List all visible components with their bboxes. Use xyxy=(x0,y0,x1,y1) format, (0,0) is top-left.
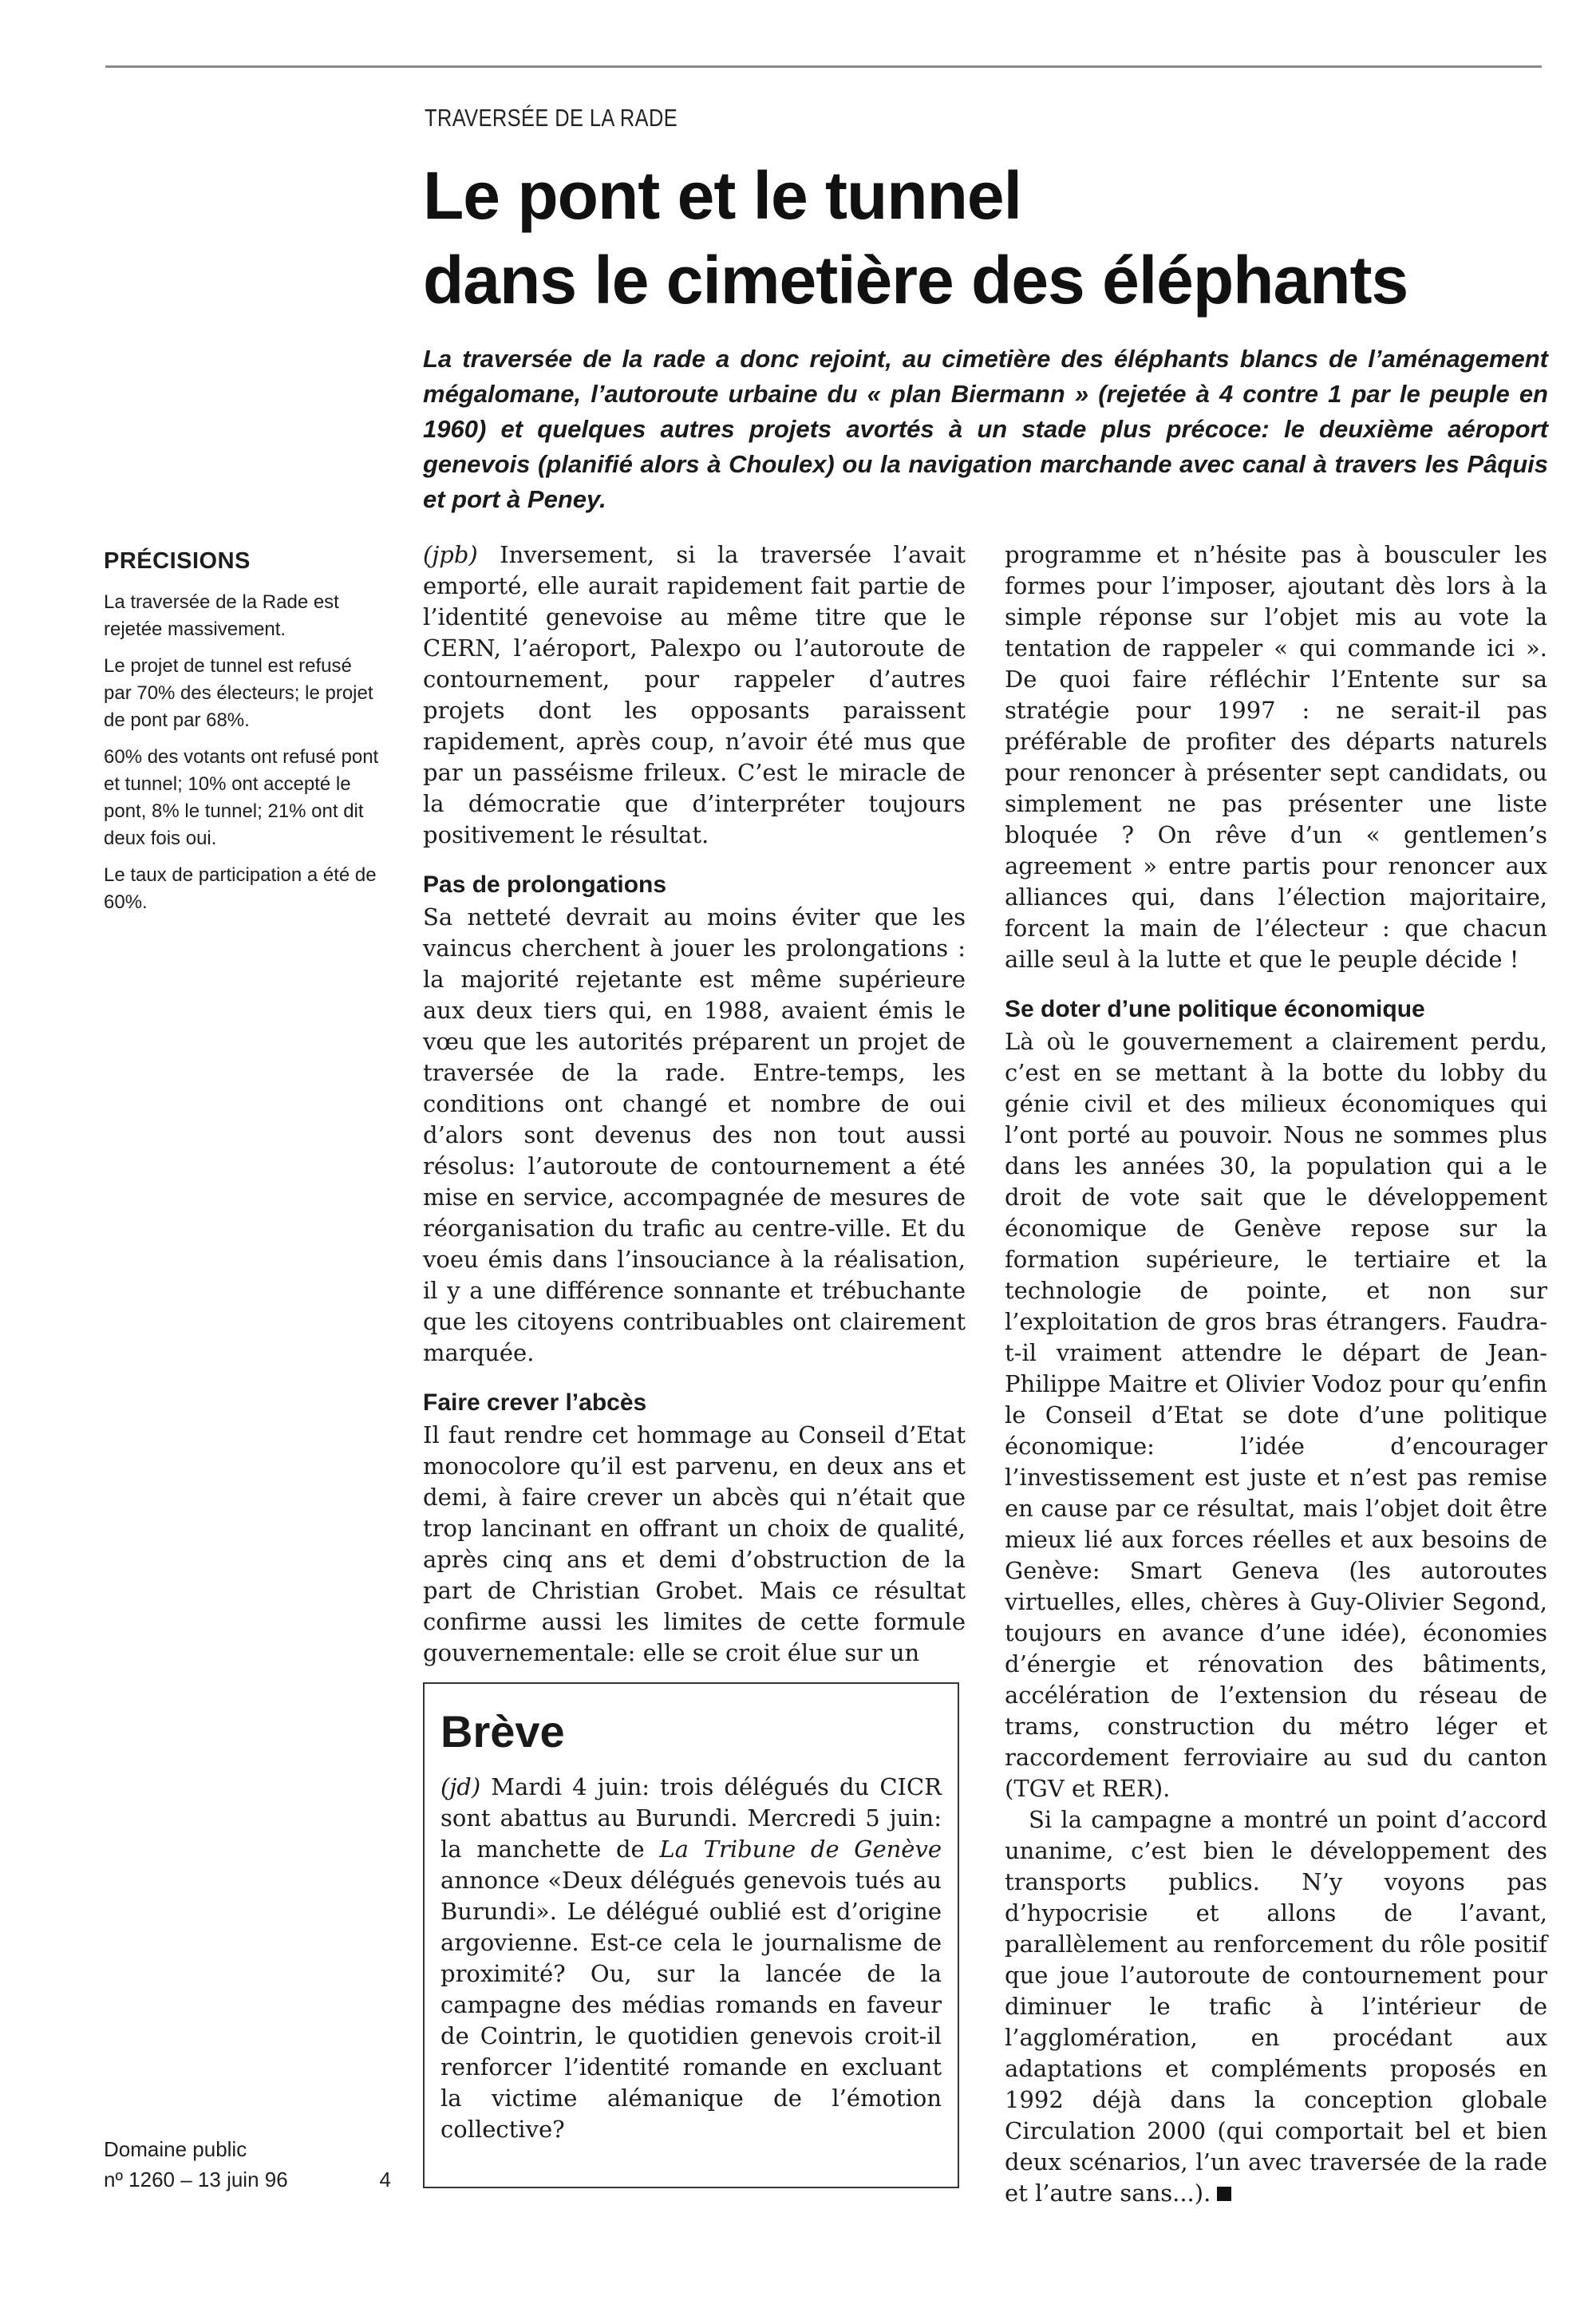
sidebar-item: Le taux de participation a été de 60%. xyxy=(104,864,377,913)
article-intro xyxy=(423,539,966,851)
page-footer xyxy=(104,2134,391,2195)
sidebar-heading: PRÉCISIONS xyxy=(104,548,251,574)
section-heading: Se doter d’une politique économique xyxy=(1005,996,1425,1022)
breve-text-part: annonce «Deux délégués genevois tués au Burundi». Le délégué oublié est d’origine argovienne. Est-ce cela le journalisme de proximité? Ou, sur la lancée de la campagne des médias romands en faveur de Cointrin, le quotidien genevois croit-il renforcer l’identité romande en excluant la victime alémanique de l’émotion collective? xyxy=(440,1867,942,2143)
article-lead: La traversée de la rade a donc rejoint, au cimetière des éléphants blancs de l’aménagement mégalomane, l’autoroute urbaine du « plan Biermann » (rejetée à 4 contre 1 par le peuple en 1960) et quelques autres projets avortés à un stade plus précoce: le deuxième aéroport genevois (planifié alors à Choulex) ou la navigation marchande avec canal à travers les Pâquis et port à Peney. xyxy=(423,345,1548,513)
article-column-1 xyxy=(423,539,966,1669)
breve-text-part: Mardi 4 juin: trois délégués du CICR sont abattus au Burundi. Mercredi 5 juin: la manchette de xyxy=(440,1773,942,1863)
title-line-1: Le pont et le tunnel xyxy=(423,158,1021,233)
end-mark-icon xyxy=(1217,2187,1231,2201)
breve-heading: Brève xyxy=(440,1706,565,1757)
issue-info: nº 1260 – 13 juin 96 xyxy=(104,2168,288,2191)
top-rule xyxy=(105,65,1542,68)
closing-text: Si la campagne a montré un point d’accord unanime, c’est bien le développement des transports publics. N’y voyons pas d’hypocrisie et allons de l’avant, parallèlement au renforcement du rôle positif que joue l’autoroute de contournement pour diminuer le trafic à l’intérieur de l’agglomération, en procédant aux adaptations et compléments proposés en 1992 déjà dans la conception globale Circulation 2000 (qui comportait bel et bien deux scénarios, l’un avec traversée de la rade et l’autre sans...). xyxy=(1005,1806,1547,2207)
section-heading: Faire crever l’abcès xyxy=(423,1389,647,1416)
title-line-2: dans le cimetière des éléphants xyxy=(423,243,1408,318)
sidebar-item: Le projet de tunnel est refusé par 70% des électeurs; le projet de pont par 68%. xyxy=(104,655,373,731)
section-paragraph xyxy=(1005,1804,1547,2209)
article-title xyxy=(423,153,1556,322)
sidebar-precisions xyxy=(104,547,383,926)
section-paragraph: Là où le gouvernement a clairement perdu, c’est en se mettant à la botte du lobby du génie civil et des milieux économiques qui l’ont porté au pouvoir. Nous ne sommes plus dans les années 30, la population qui a le droit de vote sait que le développement économique de Genève repose sur la formation supérieure, le tertiaire et la technologie de pointe, et non sur l’exploitation de gros bras étrangers. Faudra-t-il vraiment attendre le départ de Jean-Philippe Maitre et Olivier Vodoz pour qu’enfin le Conseil d’Etat se dote d’une politique économique: l’idée d’encourager l’investissement est juste et n’est pas remise en cause par ce résultat, mais l’objet doit être mieux lié aux forces réelles et aux besoins de Genève: Smart Geneva (les autoroutes virtuelles, elles, chères à Guy-Olivier Segond, toujours en avance d’une idée), économies d’énergie et rénovation des bâtiments, accélération de l’extension du réseau de trams, construction du métro léger et raccordement ferroviaire au sud du canton (TGV et RER). xyxy=(1005,1028,1547,1802)
section-paragraph: Sa netteté devrait au moins éviter que les vaincus cherchent à jouer les prolongations : la majorité rejetante est même supérieure aux deux tiers qui, en 1988, avaient émis le vœu que les autorités préparent un projet de traversée de la rade. Entre-temps, les conditions ont changé et nombre de oui d’alors sont devenus des non tout aussi résolus: l’autoroute de contournement a été mise en service, accompagnée de mesures de réorganisation du trafic au centre-ville. Et du voeu émis dans l’insouciance à la réalisation, il y a une différence sonnante et trébuchante que les citoyens contribuables ont clairement marquée. xyxy=(423,903,966,1366)
section-heading: Pas de prolongations xyxy=(423,871,667,898)
newspaper-name: La Tribune de Genève xyxy=(659,1836,942,1863)
section-paragraph: Il faut rendre cet hommage au Conseil d’Etat monocolore qu’il est parvenu, en deux ans et demi, à faire crever un abcès qui n’était que trop lancinant en offrant un choix de qualité, après cinq ans et demi d’obstruction de la part de Christian Grobet. Mais ce résultat confirme aussi les limites de cette formule gouvernementale: elle se croit élue sur un xyxy=(423,1421,966,1666)
page-number: 4 xyxy=(379,2168,391,2191)
sidebar-item: La traversée de la Rade est rejetée massivement. xyxy=(104,591,339,640)
article-column-2 xyxy=(1005,539,1547,2209)
breve-text xyxy=(440,1772,942,2145)
section-kicker: TRAVERSÉE DE LA RADE xyxy=(425,104,678,132)
author-initials: (jpb) xyxy=(423,541,478,568)
intro-text: Inversement, si la traversée l’avait emporté, elle aurait rapidement fait partie de l’identité genevoise au même titre que le CERN, l’aéroport, Palexpo ou l’autoroute de contournement, pour rappeler d’autres projets dont les opposants paraissent rapidement, après coup, n’avoir été mus que par un passéisme frileux. C’est le miracle de la démocratie que d’interpréter toujours positivement le résultat. xyxy=(423,541,966,848)
sidebar-item: 60% des votants ont refusé pont et tunnel; 10% ont accepté le pont, 8% le tunnel; 21% ont dit deux fois oui. xyxy=(104,746,379,849)
section-paragraph-continued: programme et n’hésite pas à bousculer les formes pour l’imposer, ajoutant dès lors à la simple réponse sur l’objet mis au vote la tentation de rappeler « qui commande ici ». De quoi faire réfléchir l’Entente sur sa stratégie pour 1997 : ne serait-il pas préférable de profiter des départs naturels pour renoncer à présenter sept candidats, ou simplement ne pas présenter une liste bloquée ? On rêve d’un « gentlemen’s agreement » entre partis pour renoncer aux alliances qui, dans l’élection majoritaire, forcent la main de l’électeur : que chacun aille seul à la lutte et que le peuple décide ! xyxy=(1005,541,1547,973)
breve-author: (jd) xyxy=(440,1773,481,1800)
publication-name: Domaine public xyxy=(104,2137,247,2161)
breve-box xyxy=(423,1682,959,2188)
